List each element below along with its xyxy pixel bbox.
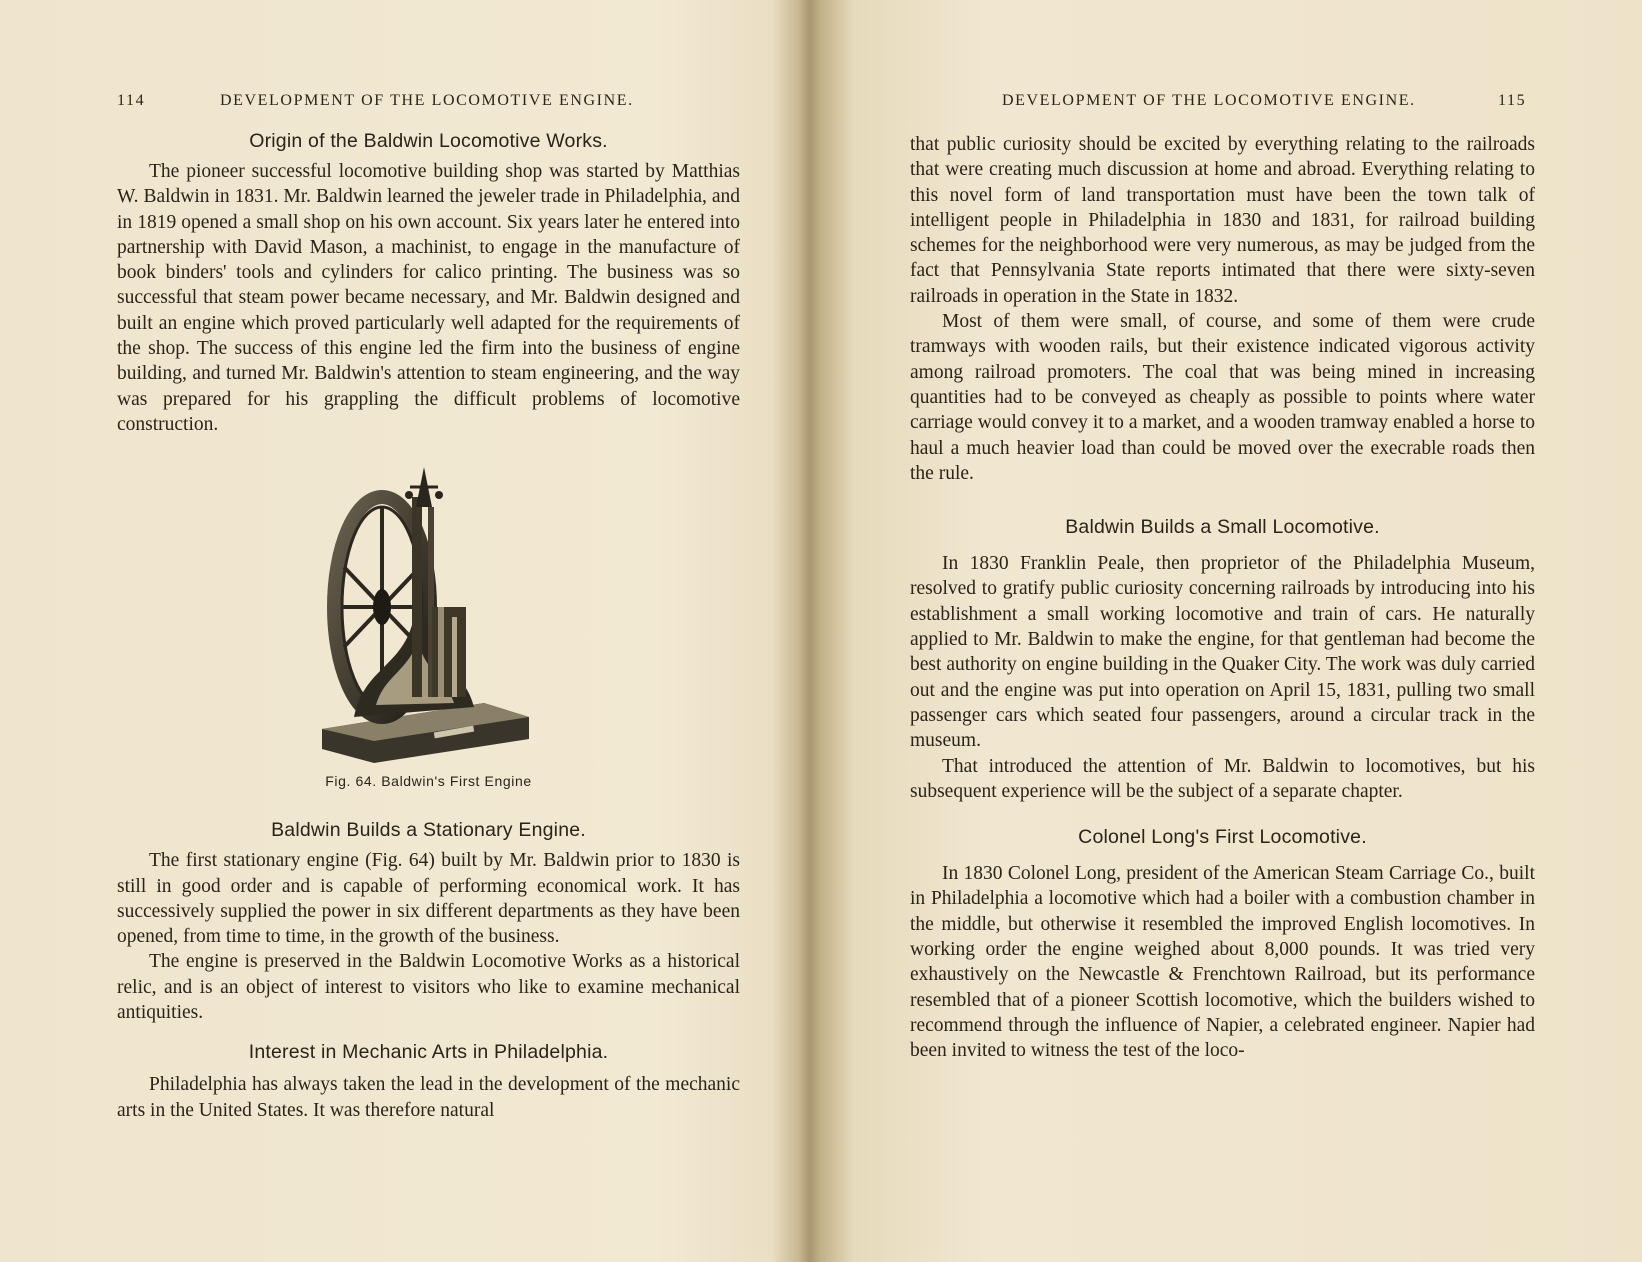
left-text-column	[117, 130, 740, 1123]
paragraph: The pioneer successful locomotive building shop was started by Matthias W. Baldwin in 1831. Mr. Baldwin learned the jeweler trade in Philadelphia, and in 1819 opened a small shop on his own account. Six years later he entered into partnership with David Mason, a machinist, to engage in the manufacture of book binders' tools and cylinders for calico printing. The business was so successful that steam power became necessary, and Mr. Baldwin designed and built an engine which proved particularly well adapted for the requirements of the shop. The success of this engine led the firm into the business of engine building, and turned Mr. Baldwin's attention to steam engineering, and the way was prepared for his grappling the difficult problems of locomotive construction.	[117, 161, 740, 435]
paragraph: The first stationary engine (Fig. 64) built by Mr. Baldwin prior to 1830 is still in good order and is capable of performing economical work. It has successively supplied the power in six different departments as they have been opened, from time to time, in the growth of the business.	[117, 850, 740, 948]
paragraph: Philadelphia has always taken the lead in the development of the mechanic arts in the United States. It was therefore natural	[117, 1074, 740, 1121]
figure-64	[117, 467, 740, 789]
paragraph: that public curiosity should be excited by everything relating to the railroads that were creating much discussion at home and abroad. Everything relating to this novel form of land transportation must have been the town talk of intelligent people in Philadelphia in 1830 and 1831, for railroad building schemes for the neighborhood were very numerous, as may be judged from the fact that Pennsylvania State reports intimated that there were sixty-seven railroads in operation in the State in 1832.	[910, 134, 1535, 307]
right-text-column	[910, 132, 1535, 1064]
page-number: 115	[1498, 92, 1527, 109]
section-heading: Baldwin Builds a Stationary Engine.	[271, 819, 586, 842]
figure-caption: Fig. 64. Baldwin's First Engine	[325, 773, 532, 790]
section-heading: Origin of the Baldwin Locomotive Works.	[249, 130, 608, 152]
paragraph: That introduced the attention of Mr. Baldwin to locomotives, but his subsequent experience will be the subject of a separate chapter.	[910, 755, 1535, 802]
right-page	[826, 0, 1642, 1262]
section-heading: Interest in Mechanic Arts in Philadelphia.	[248, 1041, 609, 1064]
section-heading: Baldwin Builds a Small Locomotive.	[1065, 516, 1380, 539]
paragraph: In 1830 Franklin Peale, then proprietor of the Philadelphia Museum, resolved to gratify public curiosity concerning railroads by introducing into his establishment a small working locomotive and train of cars. He naturally applied to Mr. Baldwin to make the engine, for that gentleman had become the best authority on engine building in the Quaker City. The work was duly carried out and the engine was put into operation on April 15, 1831, pulling two small passenger cars which seated four passengers, around a circular track in the museum.	[910, 553, 1535, 752]
paragraph: The engine is preserved in the Baldwin Locomotive Works as a historical relic, and is an object of interest to visitors who like to examine mechanical antiquities.	[117, 951, 740, 1024]
paragraph: Most of them were small, of course, and some of them were crude tramways with wooden rails, but their existence indicated vigorous activity among railroad promoters. The coal that was being mined in increasing quantities had to be conveyed as cheaply as possible to points where water carriage would convey it to a market, and a wooden tramway enabled a horse to haul a much heavier load than could be moved over the execrable roads then the rule.	[910, 311, 1535, 484]
left-page	[0, 0, 820, 1262]
section-heading: Colonel Long's First Locomotive.	[1078, 826, 1367, 849]
stationary-engine-illustration	[314, 467, 544, 767]
paragraph: In 1830 Colonel Long, president of the American Steam Carriage Co., built in Philadelphia a locomotive which had a boiler with a combustion chamber in the middle, but otherwise it resembled the improved English locomotives. In working order the engine weighed about 8,000 pounds. It was tried very exhaustively on the Newcastle & Frenchtown Railroad, but its performance resembled that of a pioneer Scottish locomotive, which the builders wished to recommend through the influence of Napier, a celebrated engineer. Napier had been invited to witness the test of the loco-	[910, 863, 1535, 1062]
running-head: DEVELOPMENT OF THE LOCOMOTIVE ENGINE.	[1002, 92, 1416, 109]
running-head: DEVELOPMENT OF THE LOCOMOTIVE ENGINE.	[220, 92, 634, 109]
page-number: 114	[117, 92, 146, 109]
